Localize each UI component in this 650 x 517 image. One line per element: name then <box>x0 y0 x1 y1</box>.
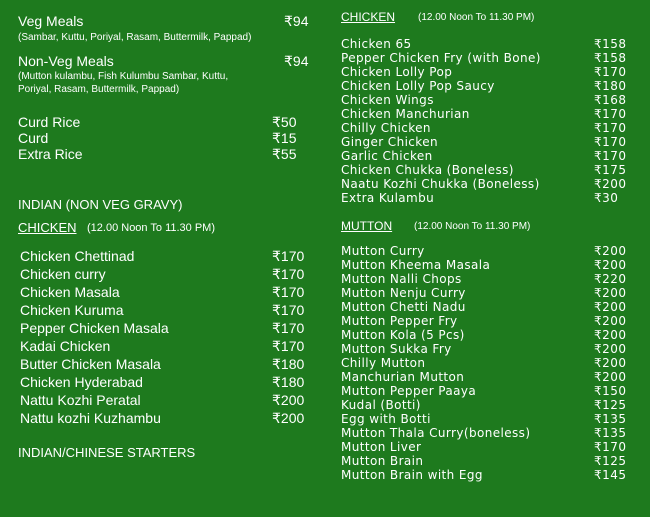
non-veg-meals-price: ₹94 <box>284 53 309 69</box>
chicken-gravy-item-price: ₹180 <box>272 356 305 372</box>
chicken-gravy-item-name: Nattu Kozhi Peratal <box>20 392 141 408</box>
mutton-item-price: ₹125 <box>594 398 627 412</box>
chicken-starter-item-name: Chicken 65 <box>341 37 412 51</box>
rice-price: ₹50 <box>272 114 297 130</box>
chicken-gravy-item-price: ₹170 <box>272 248 305 264</box>
chicken-starter-item-price: ₹170 <box>594 135 627 149</box>
mutton-item-name: Egg with Botti <box>341 412 431 426</box>
mutton-item-price: ₹200 <box>594 300 627 314</box>
chicken-gravy-heading: CHICKEN <box>18 220 77 235</box>
chicken-gravy-item-price: ₹170 <box>272 320 305 336</box>
chicken-starter-item-price: ₹170 <box>594 149 627 163</box>
mutton-item-price: ₹200 <box>594 342 627 356</box>
chicken-gravy-item-price: ₹170 <box>272 284 305 300</box>
veg-meals-name: Veg Meals <box>18 13 84 29</box>
chicken-starter-item-name: Chicken Lolly Pop <box>341 65 453 79</box>
chicken-starter-item-name: Garlic Chicken <box>341 149 433 163</box>
mutton-item-name: Mutton Nalli Chops <box>341 272 462 286</box>
mutton-item-price: ₹125 <box>594 454 627 468</box>
mutton-item-name: Mutton Thala Curry(boneless) <box>341 426 531 440</box>
mutton-item-name: Mutton Pepper Fry <box>341 314 458 328</box>
mutton-item-price: ₹200 <box>594 258 627 272</box>
chicken-gravy-timing: (12.00 Noon To 11.30 PM) <box>87 222 216 234</box>
mutton-item-price: ₹200 <box>594 244 627 258</box>
mutton-item-price: ₹145 <box>594 468 627 482</box>
mutton-item-price: ₹220 <box>594 272 627 286</box>
rice-price: ₹55 <box>272 146 297 162</box>
chicken-gravy-item-name: Kadai Chicken <box>20 338 111 354</box>
mutton-item-price: ₹200 <box>594 356 627 370</box>
chicken-starter-item-price: ₹168 <box>594 93 627 107</box>
mutton-item-price: ₹170 <box>594 440 627 454</box>
rice-item: Curd Rice <box>18 114 81 130</box>
starters-heading: INDIAN/CHINESE STARTERS <box>18 445 196 460</box>
chicken-starter-item-price: ₹170 <box>594 121 627 135</box>
mutton-item-name: Mutton Kheema Masala <box>341 258 491 272</box>
chicken-starter-item-price: ₹170 <box>594 107 627 121</box>
chicken-gravy-item-name: Chicken Masala <box>20 284 120 300</box>
mutton-item-name: Mutton Brain <box>341 454 424 468</box>
chicken-starter-item-name: Ginger Chicken <box>341 135 439 149</box>
chicken-gravy-item-name: Pepper Chicken Masala <box>20 320 169 336</box>
chicken-starter-item-name: Chicken Lolly Pop Saucy <box>341 79 495 93</box>
chicken-gravy-item-price: ₹200 <box>272 392 305 408</box>
chicken-gravy-item-name: Chicken curry <box>20 266 106 282</box>
mutton-item-name: Manchurian Mutton <box>341 370 465 384</box>
mutton-timing: (12.00 Noon To 11.30 PM) <box>414 221 531 232</box>
chicken-starters-timing: (12.00 Noon To 11.30 PM) <box>418 12 535 23</box>
chicken-starter-item-price: ₹158 <box>594 51 627 65</box>
chicken-gravy-item-name: Chicken Kuruma <box>20 302 124 318</box>
mutton-item-name: Mutton Liver <box>341 440 422 454</box>
chicken-starter-item-name: Naatu Kozhi Chukka (Boneless) <box>341 177 540 191</box>
chicken-starter-item-price: ₹175 <box>594 163 627 177</box>
chicken-starter-item-price: ₹30 <box>594 191 619 205</box>
mutton-item-name: Mutton Brain with Egg <box>341 468 483 482</box>
mutton-item-price: ₹200 <box>594 286 627 300</box>
mutton-item-name: Chilly Mutton <box>341 356 426 370</box>
chicken-starters-heading: CHICKEN <box>341 10 396 24</box>
chicken-gravy-item-price: ₹170 <box>272 302 305 318</box>
chicken-gravy-item-name: Butter Chicken Masala <box>20 356 161 372</box>
mutton-item-name: Mutton Curry <box>341 244 425 258</box>
chicken-starter-item-price: ₹200 <box>594 177 627 191</box>
chicken-starter-item-name: Chicken Wings <box>341 93 434 107</box>
mutton-item-price: ₹200 <box>594 370 627 384</box>
mutton-item-name: Mutton Sukka Fry <box>341 342 452 356</box>
mutton-item-price: ₹135 <box>594 426 627 440</box>
chicken-gravy-item-name: Nattu kozhi Kuzhambu <box>20 410 161 426</box>
mutton-item-name: Mutton Chetti Nadu <box>341 300 466 314</box>
rice-item: Extra Rice <box>18 146 83 162</box>
mutton-item-name: Mutton Kola (5 Pcs) <box>341 328 465 342</box>
veg-meals-price: ₹94 <box>284 13 309 29</box>
chicken-gravy-item-name: Chicken Chettinad <box>20 248 135 264</box>
mutton-heading: MUTTON <box>341 219 393 233</box>
mutton-item-name: Mutton Nenju Curry <box>341 286 466 300</box>
mutton-item-name: Kudal (Botti) <box>341 398 421 412</box>
chicken-gravy-item-price: ₹200 <box>272 410 305 426</box>
chicken-starter-item-name: Chicken Chukka (Boneless) <box>341 163 514 177</box>
mutton-item-price: ₹150 <box>594 384 627 398</box>
chicken-starter-item-price: ₹180 <box>594 79 627 93</box>
non-veg-meals-desc-line2: Poriyal, Rasam, Buttermilk, Pappad) <box>18 84 180 95</box>
chicken-starter-item-name: Chicken Manchurian <box>341 107 470 121</box>
mutton-item-price: ₹200 <box>594 314 627 328</box>
mutton-item-price: ₹200 <box>594 328 627 342</box>
indian-gravy-heading: INDIAN (NON VEG GRAVY) <box>18 197 183 212</box>
rice-price: ₹15 <box>272 130 297 146</box>
chicken-starter-item-price: ₹170 <box>594 65 627 79</box>
mutton-item-name: Mutton Pepper Paaya <box>341 384 477 398</box>
chicken-starter-item-name: Pepper Chicken Fry (with Bone) <box>341 51 541 65</box>
mutton-item-price: ₹135 <box>594 412 627 426</box>
chicken-gravy-item-price: ₹170 <box>272 266 305 282</box>
rice-item: Curd <box>18 130 49 146</box>
chicken-gravy-item-name: Chicken Hyderabad <box>20 374 143 390</box>
chicken-starter-item-name: Chilly Chicken <box>341 121 431 135</box>
non-veg-meals-name: Non-Veg Meals <box>18 53 114 69</box>
chicken-starter-item-name: Extra Kulambu <box>341 191 435 205</box>
chicken-starter-item-price: ₹158 <box>594 37 627 51</box>
non-veg-meals-desc-line1: (Mutton kulambu, Fish Kulumbu Sambar, Kuttu, <box>18 71 229 82</box>
chicken-gravy-item-price: ₹180 <box>272 374 305 390</box>
chicken-gravy-item-price: ₹170 <box>272 338 305 354</box>
veg-meals-desc: (Sambar, Kuttu, Poriyal, Rasam, Buttermilk, Pappad) <box>18 32 252 43</box>
